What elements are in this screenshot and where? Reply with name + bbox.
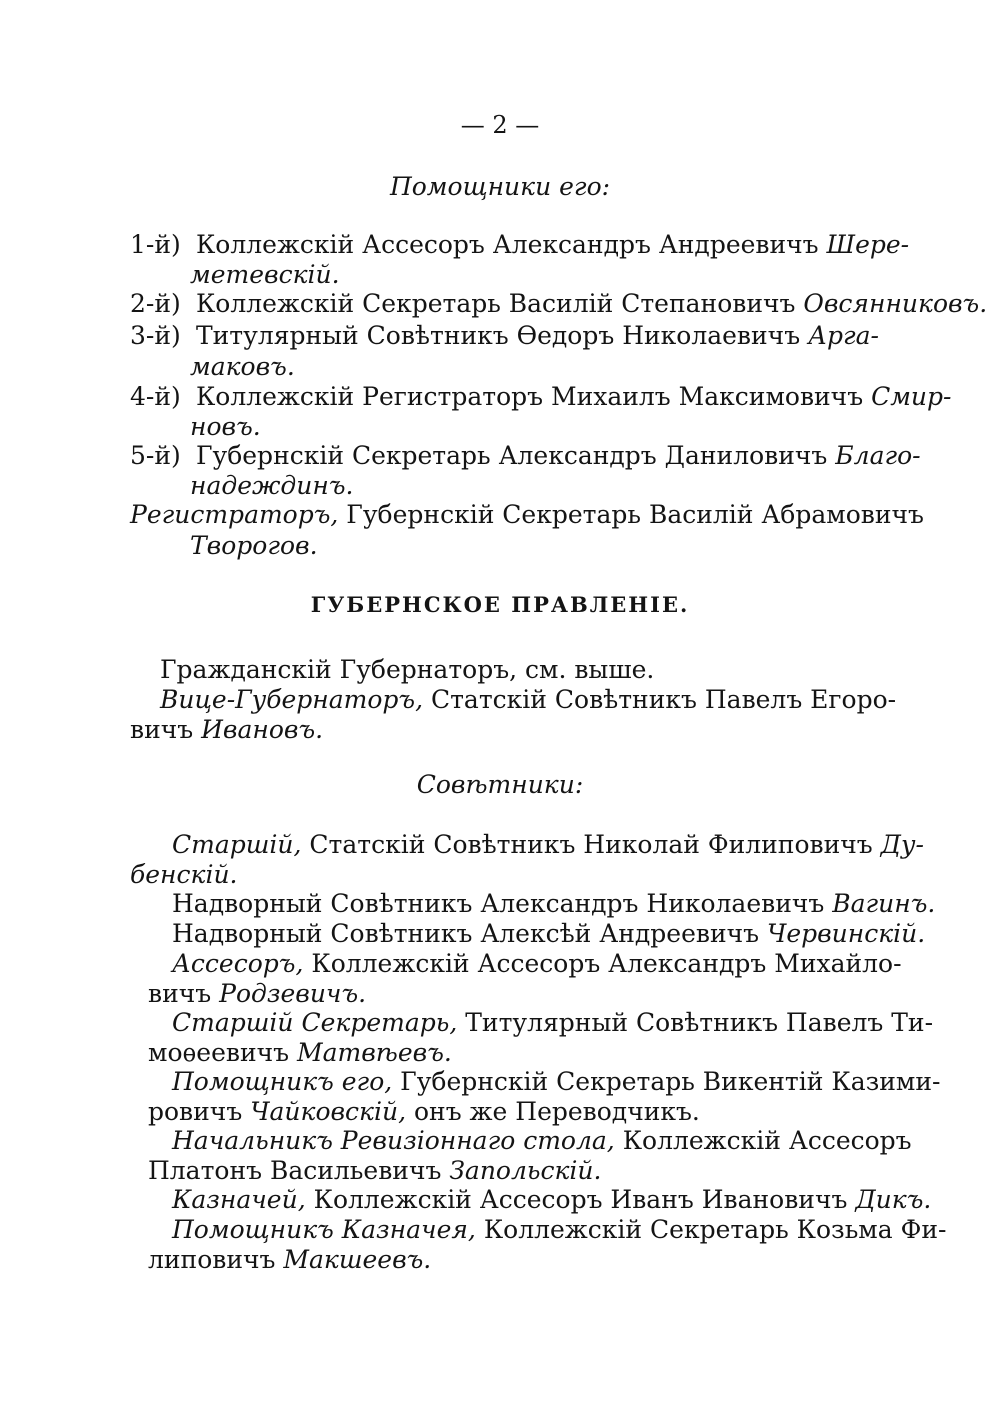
treasurer-assistant-rank: Коллежскій Секретарь Козьма Фи- <box>483 1215 947 1244</box>
assessor-cont <box>148 979 366 1009</box>
councillor-vagin-line <box>172 889 936 919</box>
treasurer-title: Казначей, <box>172 1185 306 1214</box>
assistant-2-line <box>130 289 988 319</box>
registrar-line <box>130 500 924 530</box>
revision-head-rank: Коллежскій Ассесоръ <box>622 1126 912 1155</box>
treasurer-rank: Коллежскій Ассесоръ Иванъ Ивановичъ <box>313 1185 848 1214</box>
councillors-heading: Совѣтники: <box>416 770 584 799</box>
senior-secretary-surname: Матвѣевъ. <box>297 1038 452 1067</box>
vice-governor-title: Вице-Губернаторъ, <box>160 685 424 714</box>
assistant-3-surname-cont: маковъ. <box>190 352 295 381</box>
assistant-1-line <box>130 230 910 260</box>
treasurer-assistant-cont <box>148 1245 431 1275</box>
assistant-3-line <box>130 321 879 351</box>
assessor-surname: Родзевичъ. <box>219 979 367 1008</box>
revision-head-name-cont: Платонъ Васильевичъ <box>148 1156 442 1185</box>
councillor-chervinsky-line <box>172 919 926 949</box>
assessor-rank: Коллежскій Ассесоръ Александръ Михайло- <box>311 949 902 978</box>
senior-councillor-surname-cont: бенскій. <box>130 860 238 889</box>
revision-head-surname: Запольскій. <box>449 1156 602 1185</box>
vice-governor-rank: Статскій Совѣтникъ Павелъ Егоро- <box>430 685 897 714</box>
councillor-vagin-rank: Надворный Совѣтникъ Александръ Николаевичъ <box>172 889 825 918</box>
assistant-number: 4-й) <box>130 382 181 411</box>
secretary-assistant-title: Помощникъ его, <box>172 1067 393 1096</box>
secretary-assistant-surname: Чайковскій, <box>250 1097 407 1126</box>
senior-councillor-line <box>172 830 924 860</box>
secretary-assistant-rank: Губернскій Секретарь Викентій Казими- <box>400 1067 941 1096</box>
assistant-number: 2-й) <box>130 289 181 318</box>
assistant-4-surname-cont: новъ. <box>190 412 261 441</box>
senior-councillor-surname: Ду- <box>880 830 924 859</box>
secretary-assistant-line <box>172 1067 941 1097</box>
registrar-title: Регистраторъ, <box>130 500 339 529</box>
treasurer-surname: Дикъ. <box>855 1185 932 1214</box>
secretary-assistant-note: онъ же Переводчикъ. <box>413 1097 700 1126</box>
vice-governor-cont <box>130 715 323 745</box>
revision-head-cont <box>148 1156 601 1186</box>
treasurer-assistant-line <box>172 1215 947 1245</box>
secretary-assistant-patronymic-cont: ровичъ <box>148 1097 243 1126</box>
councillor-vagin-surname: Вагинъ. <box>832 889 936 918</box>
assistant-rank: Губернскій Секретарь Александръ Даниловичъ <box>195 441 828 470</box>
assessor-line <box>172 949 902 979</box>
councillor-chervinsky-surname: Червинскій. <box>767 919 926 948</box>
governor-line: Гражданскій Губернаторъ, см. выше. <box>160 655 655 684</box>
registrar-rank: Губернскій Секретарь Василій Абрамовичъ <box>346 500 924 529</box>
assistant-number: 3-й) <box>130 321 181 350</box>
councillor-chervinsky-rank: Надворный Совѣтникъ Алексѣй Андреевичъ <box>172 919 760 948</box>
page-number: — 2 — <box>460 111 540 139</box>
assistant-5-line <box>130 441 921 471</box>
assistant-5-surname-cont: надеждинъ. <box>190 471 354 500</box>
senior-secretary-patronymic-cont: моѳеевичъ <box>148 1038 290 1067</box>
vice-governor-patronymic-cont: вичъ <box>130 715 194 744</box>
assistant-rank: Коллежскій Секретарь Василій Степановичъ <box>195 289 796 318</box>
assessor-title: Ассесоръ, <box>172 949 304 978</box>
treasurer-assistant-patronymic-cont: липовичъ <box>148 1245 276 1274</box>
assistant-4-line <box>130 382 952 412</box>
section-title: ГУБЕРНСКОЕ ПРАВЛЕНІЕ. <box>310 592 690 617</box>
secretary-assistant-cont <box>148 1097 700 1127</box>
assistant-1-surname-cont: метевскій. <box>190 260 340 289</box>
assistant-surname: Благо- <box>835 441 921 470</box>
treasurer-assistant-surname: Макшеевъ. <box>283 1245 432 1274</box>
assistants-heading: Помощники его: <box>389 172 611 201</box>
assessor-patronymic-cont: вичъ <box>148 979 212 1008</box>
treasurer-assistant-title: Помощникъ Казначея, <box>172 1215 476 1244</box>
assistant-rank: Коллежскій Регистраторъ Михаилъ Максимовичъ <box>195 382 864 411</box>
assistant-surname: Смир- <box>871 382 952 411</box>
assistant-surname: Шере- <box>826 230 910 259</box>
assistant-surname: Овсянниковъ. <box>803 289 988 318</box>
registrar-surname: Творогов. <box>190 531 318 560</box>
senior-secretary-line <box>172 1008 934 1038</box>
assistant-rank: Коллежскій Ассесоръ Александръ Андреевичъ <box>195 230 819 259</box>
revision-head-title: Начальникъ Ревизіоннаго стола, <box>172 1126 615 1155</box>
vice-governor-surname: Ивановъ. <box>201 715 324 744</box>
treasurer-line <box>172 1185 932 1215</box>
senior-secretary-cont <box>148 1038 452 1068</box>
senior-councillor-title: Старшій, <box>172 830 302 859</box>
senior-secretary-title: Старшій Секретарь, <box>172 1008 458 1037</box>
revision-head-line <box>172 1126 912 1156</box>
vice-governor-line <box>160 685 897 715</box>
assistant-number: 5-й) <box>130 441 181 470</box>
senior-councillor-rank: Статскій Совѣтникъ Николай Филиповичъ <box>309 830 873 859</box>
assistant-rank: Титулярный Совѣтникъ Ѳедоръ Николаевичъ <box>195 321 801 350</box>
assistant-surname: Арга- <box>808 321 879 350</box>
senior-secretary-rank: Титулярный Совѣтникъ Павелъ Ти- <box>465 1008 934 1037</box>
assistant-number: 1-й) <box>130 230 181 259</box>
